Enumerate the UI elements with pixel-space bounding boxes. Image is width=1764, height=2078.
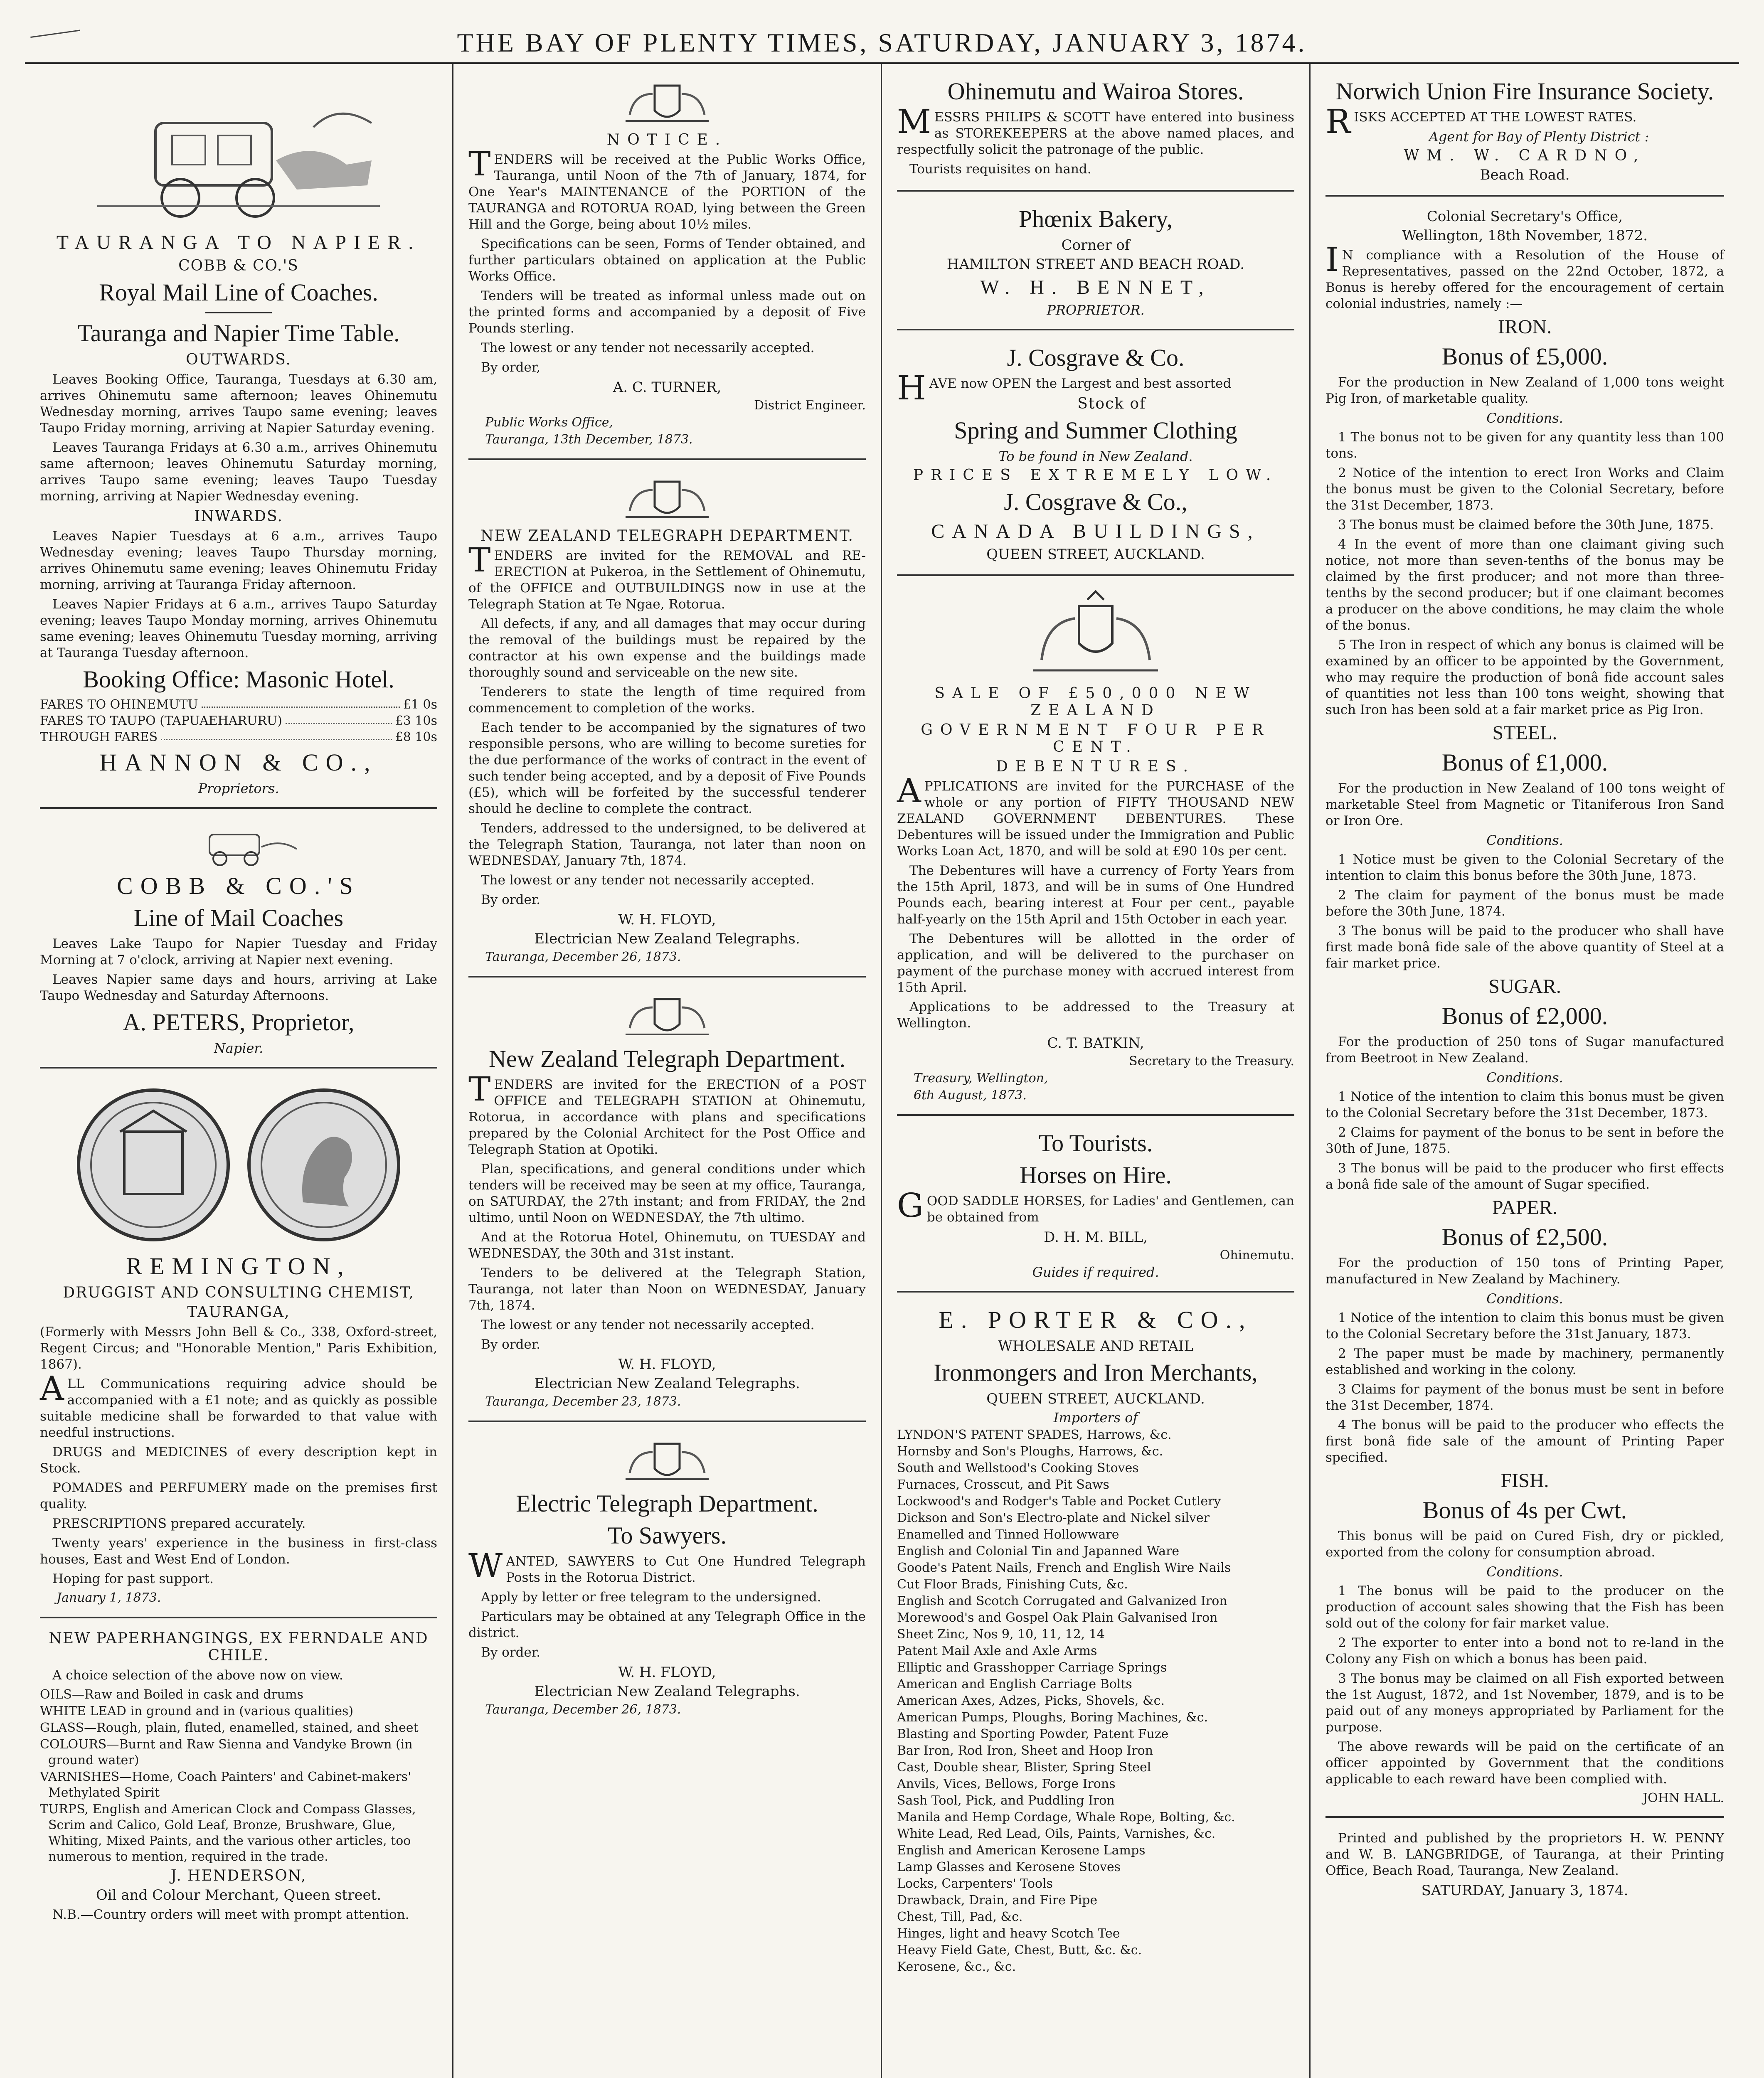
telegraph2-p1: TENDERS are invited for the ERECTION of a POST OFFICE and TELEGRAPH STATION at Ohinemutu, Rotorua, in accordance with plans and specifications prepared by the Colonial Architect for the Post Office and Telegraph Station at Opotiki.	[468, 1070, 866, 1157]
cosgrave-buildings: CANADA BUILDINGS,	[931, 520, 1260, 542]
tourists-title: To Tourists.	[1038, 1130, 1153, 1157]
cosgrave-title: J. Cosgrave & Co.	[1007, 344, 1185, 371]
bakery-title: Phœnix Bakery,	[1019, 205, 1173, 232]
cobb-title: COBB & CO.'S	[117, 872, 360, 899]
ad-public-works-notice	[468, 64, 866, 460]
telegraph3-subtitle: To Sawyers.	[608, 1522, 727, 1549]
list-item: English and Colonial Tin and Japanned Ware	[897, 1544, 1180, 1558]
conditions-heading: Conditions.	[1486, 1291, 1563, 1307]
iron-title: IRON.	[1498, 316, 1552, 338]
telegraph3-p2: Apply by letter or free telegram to the undersigned.	[481, 1590, 821, 1605]
list-item: Sheet Zinc, Nos 9, 10, 11, 12, 14	[897, 1627, 1105, 1642]
paper-c2: 2 The paper must be made by machinery, permanently established and working in the colony.	[1325, 1346, 1724, 1377]
cobb-p2: Leaves Napier same days and hours, arriving at Lake Taupo Wednesday and Saturday Afternoons.	[40, 972, 437, 1003]
cosgrave-p1: HAVE now OPEN the Largest and best assorted	[897, 369, 1232, 407]
list-item: Hornsby and Son's Ploughs, Harrows, &c.	[897, 1444, 1163, 1459]
remington-p1: ALL Communications requiring advice should be accompanied with a £1 note; and as quickly as possible suitable medicine shall be forwarded to that value with needful instructions.	[40, 1369, 437, 1440]
bakery-role: PROPRIETOR.	[1047, 302, 1145, 318]
fare-price: £1 0s	[403, 697, 437, 712]
telegraph3-by: By order.	[481, 1645, 541, 1660]
remington-formerly: (Formerly with Messrs John Bell & Co., 338, Oxford-street, Regent Circus; and "Honorable Mention," Paris Exhibition, 1867).	[40, 1325, 437, 1372]
tourists-p1: GOOD SADDLE HORSES, for Ladies' and Gentlemen, can be obtained from	[897, 1186, 1294, 1225]
tourists-role: Ohinemutu.	[1220, 1248, 1294, 1263]
steel-c1: 1 Notice must be given to the Colonial Secretary of the intention to claim this bonus before the 30th June, 1873.	[1325, 852, 1724, 883]
column-4	[1311, 64, 1739, 2078]
debentures-title-3: DEBENTURES.	[996, 758, 1195, 775]
timetable-p1: Leaves Booking Office, Tauranga, Tuesdays at 6.30 am, arrives Ohinemutu same afternoon; leaves Ohinemutu Wednesday morning, arrives Taupo same evening; leaves Taupo Friday morning, arriving at Napier Saturday evening.	[40, 372, 437, 436]
notice-p2: Specifications can be seen, Forms of Tender obtained, and further particulars obtained on application at the Public Works Office.	[468, 236, 866, 284]
list-item: Anvils, Vices, Bellows, Forge Irons	[897, 1777, 1116, 1791]
remington-date: January 1, 1873.	[57, 1591, 161, 1605]
stores-p2: Tourists requisites on hand.	[909, 162, 1091, 177]
columns	[25, 64, 1739, 2078]
bakery-name: W. H. BENNET,	[980, 276, 1211, 298]
proprietors-label: Proprietors.	[198, 780, 279, 796]
notice-p3: Tenders will be treated as informal unless made out on the printed forms and accompanied by a deposit of Five Pounds sterling.	[468, 288, 866, 336]
debentures-p1: APPLICATIONS are invited for the PURCHASE of the whole or any portion of FIFTY THOUSAND NEW ZEALAND GOVERNMENT DEBENTURES. These Debentures will be issued under the Immigration and Public Works Loan Act, 1870, and will be sold at £90 10s per cent.	[897, 771, 1294, 859]
royal-arms-icon	[613, 991, 721, 1041]
telegraph2-signature: W. H. FLOYD,	[618, 1356, 716, 1373]
sugar-bonus: Bonus of £2,000.	[1441, 1002, 1608, 1029]
list-item: South and Wellstood's Cooking Stoves	[897, 1461, 1139, 1475]
henderson-note: N.B.—Country orders will meet with prompt attention.	[52, 1907, 409, 1922]
list-item: Elliptic and Grasshopper Carriage Springs	[897, 1660, 1167, 1675]
paper-c3: 3 Claims for payment of the bonus must be sent in before the 31st December, 1874.	[1325, 1382, 1724, 1413]
stores-title: Ohinemutu and Wairoa Stores.	[947, 78, 1244, 105]
fish-bonus: Bonus of 4s per Cwt.	[1422, 1497, 1627, 1524]
steel-c2: 2 The claim for payment of the bonus must be made before the 30th June, 1874.	[1325, 888, 1724, 919]
bakery-sub: Corner of	[1061, 237, 1130, 254]
list-item: COLOURS—Burnt and Raw Sienna and Vandyke Brown (in ground water)	[40, 1737, 413, 1768]
remington-subtitle: DRUGGIST AND CONSULTING CHEMIST,	[63, 1284, 414, 1301]
remington-p2: DRUGS and MEDICINES of every description kept in Stock.	[40, 1445, 437, 1476]
list-item: Cast, Double shear, Blister, Spring Steel	[897, 1760, 1151, 1775]
bakery-address: HAMILTON STREET AND BEACH ROAD.	[946, 256, 1245, 273]
column-2	[453, 64, 882, 2078]
remington-place: TAURANGA,	[187, 1304, 290, 1321]
list-item: Morewood's and Gospel Oak Plain Galvanised Iron	[897, 1610, 1218, 1625]
tourists-name: D. H. M. BILL,	[1044, 1229, 1148, 1246]
telegraph2-p4: Tenders to be delivered at the Telegraph Station, Tauranga, not later than Noon on WEDNESDAY, January 7th, 1874.	[468, 1266, 866, 1313]
debentures-p3: The Debentures will be allotted in the order of application, and will be delivered to the purchaser on payment of the purchase money with accrued interest from 15th April.	[897, 931, 1294, 995]
royal-arms-icon	[613, 1435, 721, 1485]
list-item: VARNISHES—Home, Coach Painters' and Cabinet-makers' Methylated Spirit	[40, 1770, 411, 1800]
imprint-text: Printed and published by the proprietors H. W. PENNY and W. B. LANGBRIDGE, of Tauranga, at their Printing Office, Beach Road, Tauranga, New Zealand.	[1325, 1831, 1724, 1878]
conditions-heading: Conditions.	[1486, 410, 1563, 426]
coach-engraving-icon	[81, 77, 397, 227]
fare-price: £3 10s	[395, 714, 437, 728]
fish-c2: 2 The exporter to enter into a bond not to re-land in the Colony any Fish on which a bonus has been paid.	[1325, 1635, 1724, 1667]
ad-telegraph-erection	[468, 977, 866, 1422]
list-item: Lockwood's and Rodger's Table and Pocket Cutlery	[897, 1494, 1221, 1509]
debentures-signature: C. T. BATKIN,	[1047, 1035, 1144, 1051]
paper-bonus: Bonus of £2,500.	[1441, 1224, 1608, 1251]
coach-name: Royal Mail Line of Coaches.	[99, 279, 378, 306]
sugar-c2: 2 Claims for payment of the bonus to be sent in before the 30th of June, 1875.	[1325, 1125, 1724, 1156]
fish-p: This bonus will be paid on Cured Fish, dry or pickled, exported from the colony for consumption abroad.	[1325, 1529, 1724, 1560]
booking-office: Booking Office: Masonic Hotel.	[83, 666, 394, 693]
list-item: Kerosene, &c., &c.	[897, 1960, 1016, 1974]
list-item: WHITE LEAD in ground and in (various qualities)	[40, 1704, 354, 1719]
telegraph1-p3: Tenderers to state the length of time required from commencement to completion of the works.	[468, 684, 866, 716]
paper-p: For the production of 150 tons of Printing Paper, manufactured in New Zealand by Machinery.	[1325, 1256, 1724, 1287]
list-item: Bar Iron, Rod Iron, Sheet and Hoop Iron	[897, 1743, 1153, 1758]
notice-p4: The lowest or any tender not necessarily accepted.	[481, 340, 815, 355]
iron-c1: 1 The bonus not to be given for any quantity less than 100 tons.	[1325, 430, 1724, 461]
telegraph1-signature: W. H. FLOYD,	[618, 911, 716, 928]
royal-arms-icon	[613, 473, 721, 523]
notice-title: NOTICE.	[606, 131, 728, 148]
paper-c1: 1 Notice of the intention to claim this bonus must be given to the Colonial Secretary before the 31st January, 1873.	[1325, 1310, 1724, 1342]
steel-bonus: Bonus of £1,000.	[1441, 749, 1608, 776]
leader-dots	[161, 730, 392, 740]
list-item: White Lead, Red Lead, Oils, Paints, Varnishes, &c.	[897, 1827, 1216, 1841]
remington-p6: Hoping for past support.	[52, 1571, 214, 1586]
imprint-date: SATURDAY, January 3, 1874.	[1421, 1882, 1628, 1899]
exhibition-medal-icon	[74, 1086, 232, 1244]
tourists-note: Guides if required.	[1032, 1264, 1159, 1280]
henderson-address: Oil and Colour Merchant, Queen street.	[96, 1887, 382, 1903]
masthead	[25, 12, 1739, 64]
porter-sub: WHOLESALE AND RETAIL	[998, 1338, 1194, 1354]
cosgrave-street: QUEEN STREET, AUCKLAND.	[986, 546, 1205, 563]
fare-label: FARES TO TAUPO (TAPUAEHARURU)	[40, 714, 282, 728]
list-item: Sash Tool, Pick, and Puddling Iron	[897, 1793, 1115, 1808]
ad-porter-ironmongers	[897, 1293, 1294, 1985]
portrait-medal-icon	[245, 1086, 403, 1244]
telegraph3-title: Electric Telegraph Department.	[516, 1490, 818, 1517]
telegraph2-p5: The lowest or any tender not necessarily accepted.	[481, 1317, 815, 1332]
list-item: American Axes, Adzes, Picks, Shovels, &c.	[897, 1694, 1165, 1708]
list-item: Lamp Glasses and Kerosene Stoves	[897, 1860, 1121, 1874]
iron-p: For the production in New Zealand of 1,000 tons weight Pig Iron, of marketable quality.	[1325, 375, 1724, 406]
steel-c3: 3 The bonus will be paid to the producer who shall have first made bonâ fide sale of the above quantity of Steel at a fair market price.	[1325, 923, 1724, 971]
bonus-intro: IN compliance with a Resolution of the House of Representatives, passed on the 22nd October, 1872, a Bonus is hereby offered for the encouragement of certain colonial industries, namely :—	[1325, 240, 1724, 311]
telegraph1-p5: Tenders, addressed to the undersigned, to be delivered at the Telegraph Station, Tauranga, not later than noon on WEDNESDAY, January 7th, 1874.	[468, 821, 866, 868]
list-item: Blasting and Sporting Powder, Patent Fuze	[897, 1727, 1169, 1741]
divider	[205, 312, 272, 313]
cobb-subtitle: Line of Mail Coaches	[133, 904, 344, 931]
iron-c5: 5 The Iron in respect of which any bonus is claimed will be examined by an officer to be appointed by the Government, who may require the production of bonâ fide account sales of quantities not less than 100 tons weight, showing that such Iron has been sold at a fair market price as Pig Iron.	[1325, 638, 1724, 717]
ad-ohinemutu-stores	[897, 64, 1294, 192]
sugar-p: For the production of 250 tons of Sugar manufactured from Beetroot in New Zealand.	[1325, 1034, 1724, 1066]
fare-row	[40, 730, 437, 744]
sugar-c3: 3 The bonus will be paid to the producer who first effects a bonâ fide sale of the amount of Sugar specified.	[1325, 1161, 1724, 1192]
ad-remington-chemist	[40, 1069, 437, 1618]
notice-signature-title: District Engineer.	[754, 398, 866, 413]
debentures-place: Treasury, Wellington,	[914, 1071, 1048, 1086]
sugar-title: SUGAR.	[1488, 975, 1561, 997]
ad-paperhangings	[40, 1618, 437, 1935]
bonus-signature: JOHN HALL.	[1643, 1791, 1724, 1805]
debentures-title: SALE OF £50,000 NEW ZEALAND	[934, 685, 1257, 719]
list-item: Heavy Field Gate, Chest, Butt, &c. &c.	[897, 1943, 1142, 1957]
henderson-name: J. HENDERSON,	[170, 1867, 307, 1884]
cosgrave-clothing: Spring and Summer Clothing	[954, 417, 1237, 444]
list-item: Furnaces, Crosscut, and Pit Saws	[897, 1477, 1109, 1492]
column-1	[25, 64, 453, 2078]
ad-tourists	[897, 1116, 1294, 1293]
fish-c3: 3 The bonus may be claimed on all Fish exported between the 1st August, 1872, and 1st November, 1879, and is to be paid out of any moneys appropriated by Parliament for the purpose.	[1325, 1671, 1724, 1735]
telegraph3-signature: W. H. FLOYD,	[618, 1664, 716, 1681]
list-item: Cut Floor Brads, Finishing Cuts, &c.	[897, 1577, 1128, 1592]
fare-row	[40, 697, 437, 712]
remington-p3: POMADES and PERFUMERY made on the premises first quality.	[40, 1480, 437, 1512]
list-item: English and American Kerosene Lamps	[897, 1843, 1146, 1858]
porter-title: E. PORTER & CO.,	[939, 1306, 1253, 1333]
bonus-office: Colonial Secretary's Office,	[1426, 208, 1623, 225]
royal-arms-icon	[1017, 589, 1175, 681]
fare-label: FARES TO OHINEMUTU	[40, 697, 198, 712]
telegraph1-p4: Each tender to be accompanied by the signatures of two responsible persons, who are willing to become sureties for the due performance of the works of contract in the event of such tender being accepted, and by a deposit of Five Pounds (£5), which will be forfeited by the successful tenderer should he decline to complete the contract.	[468, 720, 866, 816]
fare-price: £8 10s	[395, 730, 437, 744]
timetable-title: Tauranga and Napier Time Table.	[77, 320, 400, 347]
medal-row	[40, 1086, 437, 1244]
list-item: OILS—Raw and Boiled in cask and drums	[40, 1687, 303, 1702]
notice-p1: TENDERS will be received at the Public Works Office, Tauranga, until Noon of the 7th of January, 1874, for One Year's MAINTENANCE of the PORTION of the TAURANGA and ROTORUA ROAD, lying between the Green Hill and the Gorge, being about 10½ miles.	[468, 145, 866, 232]
iron-c3: 3 The bonus must be claimed before the 30th June, 1875.	[1338, 517, 1714, 532]
hannon-proprietors: HANNON & CO.,	[99, 749, 378, 776]
list-item: Chest, Till, Pad, &c.	[897, 1910, 1023, 1924]
cosgrave-stock: Stock of	[1077, 395, 1146, 412]
porter-trade: Ironmongers and Iron Merchants,	[934, 1359, 1258, 1386]
sugar-c1: 1 Notice of the intention to claim this bonus must be given to the Colonial Secretary before the 31st December, 1873.	[1325, 1089, 1724, 1120]
telegraph3-p1: WANTED, SAWYERS to Cut One Hundred Telegraph Posts in the Rotorua District.	[468, 1546, 866, 1585]
telegraph1-p1: TENDERS are invited for the REMOVAL and RE-ERECTION at Pukeroa, in the Settlement of Ohinemutu, of the OFFICE and OUTBUILDINGS now in use at the Telegraph Station at Te Ngae, Rotorua.	[468, 541, 866, 612]
inwards-heading: INWARDS.	[194, 508, 283, 525]
porter-importers: Importers of	[1053, 1410, 1138, 1426]
telegraph1-by: By order.	[481, 892, 541, 907]
cosgrave-name: J. Cosgrave & Co.,	[1004, 488, 1187, 515]
paperhangings-title: NEW PAPERHANGINGS, EX FERNDALE AND CHILE.	[49, 1630, 429, 1664]
tourists-subtitle: Horses on Hire.	[1020, 1162, 1172, 1189]
list-item: Drawback, Drain, and Fire Pipe	[897, 1893, 1098, 1908]
insurance-agent: Agent for Bay of Plenty District :	[1429, 129, 1649, 145]
list-item: LYNDON'S PATENT SPADES, Harrows, &c.	[897, 1428, 1172, 1442]
ad-phoenix-bakery	[897, 192, 1294, 330]
imprint	[1325, 1818, 1724, 1911]
insurance-title: Norwich Union Fire Insurance Society.	[1335, 78, 1714, 105]
timetable-p2: Leaves Tauranga Fridays at 6.30 a.m., arrives Ohinemutu same afternoon; leaves Ohinemutu Saturday morning, arrives Taupo same evening; leaves Taupo Tuesday morning, arriving at Napier Wednesday evening.	[40, 440, 437, 504]
peters-proprietor: A. PETERS, Proprietor,	[123, 1009, 355, 1036]
iron-bonus: Bonus of £5,000.	[1441, 343, 1608, 370]
telegraph3-date: Tauranga, December 26, 1873.	[485, 1702, 681, 1717]
list-item: Manila and Hemp Cordage, Whale Rope, Bolting, &c.	[897, 1810, 1235, 1824]
notice-office: Public Works Office,	[485, 415, 613, 430]
ad-debentures	[897, 576, 1294, 1116]
list-item: Locks, Carpenters' Tools	[897, 1876, 1053, 1891]
fare-label: THROUGH FARES	[40, 730, 158, 744]
telegraph1-p6: The lowest or any tender not necessarily accepted.	[481, 873, 815, 888]
masthead-ornament-icon	[28, 13, 80, 38]
list-item: English and Scotch Corrugated and Galvanized Iron	[897, 1594, 1227, 1608]
conditions-heading: Conditions.	[1486, 1070, 1563, 1086]
masthead-title: THE BAY OF PLENTY TIMES, SATURDAY, JANUARY 3, 1874.	[457, 28, 1307, 57]
list-item: Hinges, light and heavy Scotch Tee	[897, 1926, 1120, 1941]
debentures-p4: Applications to be addressed to the Treasury at Wellington.	[897, 1000, 1294, 1031]
iron-c4: 4 In the event of more than one claimant giving such notice, not more than seven-tenths of the bonus may be claimed by the first producer; and not more than three-tenths by the second producer; but if one claimant becomes a producer on the above conditions, he may claim the whole of the bonus.	[1325, 537, 1724, 633]
ad-colonial-bonuses	[1325, 197, 1724, 1818]
telegraph3-signature-title: Electrician New Zealand Telegraphs.	[534, 1683, 800, 1700]
debentures-signature-title: Secretary to the Treasury.	[1129, 1054, 1294, 1069]
cosgrave-prices: PRICES EXTREMELY LOW.	[913, 467, 1279, 484]
telegraph1-signature-title: Electrician New Zealand Telegraphs.	[534, 931, 800, 947]
list-item: American and English Carriage Bolts	[897, 1677, 1132, 1691]
insurance-address: Beach Road.	[1480, 167, 1570, 183]
fare-row	[40, 714, 437, 728]
insurance-p1: RISKS ACCEPTED AT THE LOWEST RATES.	[1325, 102, 1637, 141]
telegraph2-p3: And at the Rotorua Hotel, Ohinemutu, on TUESDAY and WEDNESDAY, the 30th and 31st instant.	[468, 1230, 866, 1261]
ad-cobb-mail-coaches	[40, 809, 437, 1069]
debentures-title-2: GOVERNMENT FOUR PER CENT.	[921, 721, 1271, 756]
peters-place: Napier.	[214, 1040, 264, 1056]
notice-by: By order,	[481, 360, 541, 375]
ad-sawyers	[468, 1422, 866, 1728]
telegraph2-by: By order.	[481, 1337, 541, 1352]
bonus-closing: The above rewards will be paid on the certificate of an officer appointed by Government that the conditions applicable to each reward have been complied with.	[1325, 1739, 1724, 1787]
ad-telegraph-removal	[468, 460, 866, 977]
fish-title: FISH.	[1500, 1470, 1549, 1492]
telegraph1-date: Tauranga, December 26, 1873.	[485, 950, 681, 964]
coach-proprietor-line: COBB & CO.'S	[178, 257, 299, 274]
list-item: Enamelled and Tinned Hollowware	[897, 1527, 1119, 1542]
telegraph1-title: NEW ZEALAND TELEGRAPH DEPARTMENT.	[480, 527, 854, 544]
paper-title: PAPER.	[1492, 1197, 1557, 1219]
conditions-heading: Conditions.	[1486, 1564, 1563, 1580]
royal-arms-icon	[613, 77, 721, 127]
remington-p5: Twenty years' experience in the business in first-class houses, East and West End of London.	[40, 1536, 437, 1567]
telegraph1-p2: All defects, if any, and all damages that may occur during the removal of the buildings must be repaired by the contractor at his own expense and the buildings made thoroughly sound and serviceable on the new site.	[468, 616, 866, 680]
coach-title: TAURANGA TO NAPIER.	[56, 231, 421, 254]
telegraph2-p2: Plan, specifications, and general conditions under which tenders will be received may be seen at my office, Tauranga, on SATURDAY, the 27th instant; and from FRIDAY, the 2nd ultimo, until Noon on WEDNESDAY, the 7th ultimo.	[468, 1162, 866, 1225]
fish-c1: 1 The bonus will be paid to the producer on the production of account sales showing that the Fish has been sold out of the colony for fair market value.	[1325, 1583, 1724, 1631]
list-item: Goode's Patent Nails, French and English Wire Nails	[897, 1561, 1231, 1575]
paperhangings-p1: A choice selection of the above now on view.	[52, 1668, 343, 1683]
list-item: American Pumps, Ploughs, Boring Machines, &c.	[897, 1710, 1208, 1725]
iron-c2: 2 Notice of the intention to erect Iron Works and Claim the bonus must be given to the Colonial Secretary, before the 31st December, 1873.	[1325, 465, 1724, 513]
stores-p1: MESSRS PHILIPS & SCOTT have entered into business as STOREKEEPERS at the above named places, and respectfully solicit the patronage of the public.	[897, 102, 1294, 157]
notice-signature: A. C. TURNER,	[613, 379, 722, 396]
outwards-heading: OUTWARDS.	[186, 351, 291, 368]
column-3	[882, 64, 1311, 2078]
notice-date: Tauranga, 13th December, 1873.	[485, 432, 693, 447]
telegraph3-p3: Particulars may be obtained at any Telegraph Office in the district.	[468, 1609, 866, 1640]
leader-dots	[202, 697, 400, 708]
ad-norwich-union	[1325, 64, 1724, 197]
conditions-heading: Conditions.	[1486, 832, 1563, 848]
cosgrave-found: To be found in New Zealand.	[998, 448, 1193, 464]
list-item: Patent Mail Axle and Axle Arms	[897, 1644, 1097, 1658]
porter-item-list	[897, 1427, 1294, 1975]
steel-title: STEEL.	[1492, 722, 1557, 744]
timetable-p4: Leaves Napier Fridays at 6 a.m., arrives Taupo Saturday evening; leaves Taupo Monday morning, arrives Ohinemutu same evening; leaves Ohinemutu Tuesday morning, arriving at Tauranga Tuesday afternoon.	[40, 597, 437, 660]
remington-title: REMINGTON,	[126, 1253, 351, 1280]
coach-small-engraving-icon	[172, 822, 305, 868]
leader-dots	[286, 714, 392, 724]
timetable-p3: Leaves Napier Tuesdays at 6 a.m., arrives Taupo Wednesday evening; leaves Taupo Thursday morning, arrives Ohinemutu same evening; leaves Ohinemutu Friday morning, arriving at Tauranga Friday afternoon.	[40, 529, 437, 592]
remington-p4: PRESCRIPTIONS prepared accurately.	[52, 1516, 306, 1531]
debentures-p2: The Debentures will have a currency of Forty Years from the 15th April, 1873, and will be in sums of One Hundred Pounds each, bearing interest at Four per cent., payable half-yearly on the 15th April and 15th October in each year.	[897, 863, 1294, 927]
telegraph2-signature-title: Electrician New Zealand Telegraphs.	[534, 1375, 800, 1392]
paper-c4: 4 The bonus will be paid to the producer who effects the first bonâ fide sale of the amount of Printing Paper specified.	[1325, 1418, 1724, 1465]
steel-p: For the production in New Zealand of 100 tons weight of marketable Steel from Magnetic or Titaniferous Iron Sand or Iron Ore.	[1325, 781, 1724, 828]
telegraph2-date: Tauranga, December 23, 1873.	[485, 1394, 681, 1409]
ad-tauranga-napier-coaches	[40, 64, 437, 809]
bonus-date: Wellington, 18th November, 1872.	[1402, 227, 1648, 244]
cobb-p1: Leaves Lake Taupo for Napier Tuesday and Friday Morning at 7 o'clock, arriving at Napier next evening.	[40, 936, 437, 968]
ad-cosgrave	[897, 330, 1294, 576]
list-item: GLASS—Rough, plain, fluted, enamelled, stained, and sheet	[40, 1721, 419, 1735]
debentures-date: 6th August, 1873.	[914, 1088, 1027, 1103]
insurance-name: WM. W. CARDNO,	[1404, 147, 1646, 164]
porter-street: QUEEN STREET, AUCKLAND.	[986, 1391, 1205, 1407]
telegraph2-title: New Zealand Telegraph Department.	[488, 1045, 846, 1072]
list-item: TURPS, English and American Clock and Compass Glasses, Scrim and Calico, Gold Leaf, Bronze, Brushware, Glue, Whiting, Mixed Paints, and the various other articles, too numerous to mention, required in the trade.	[40, 1802, 416, 1864]
list-item: Dickson and Son's Electro-plate and Nickel silver	[897, 1511, 1210, 1525]
